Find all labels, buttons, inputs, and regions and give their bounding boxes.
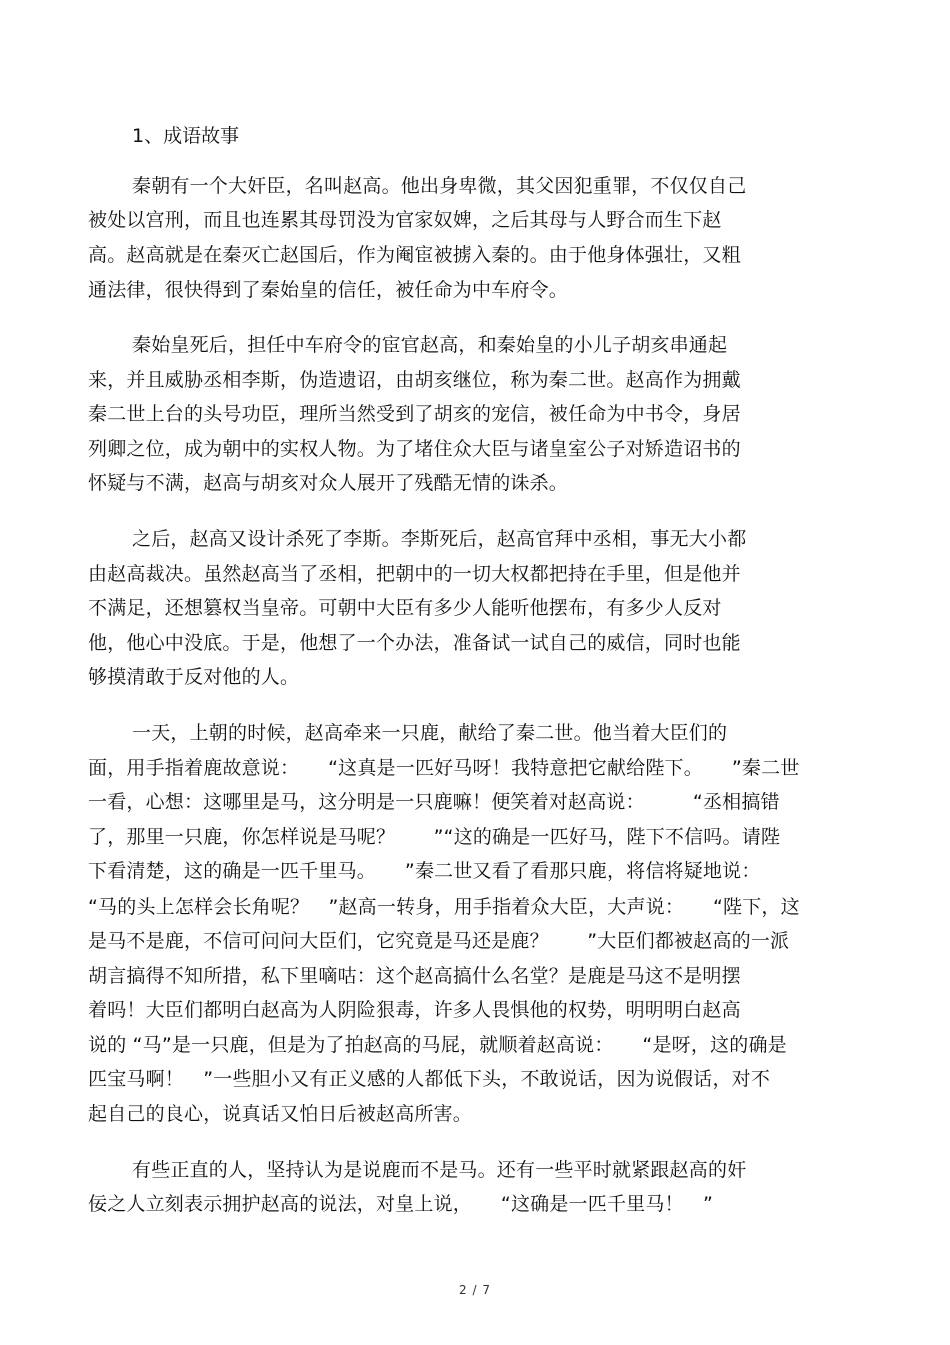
text-line: 通法律，很快得到了秦始皇的信任，被任命为中车府令。 <box>88 279 569 301</box>
text-line: 怀疑与不满，赵高与胡亥对众人展开了残酷无情的诛杀。 <box>88 472 569 494</box>
text-line: 秦朝有一个大奸臣，名叫赵高。他出身卑微，其父因犯重罪，不仅仅自己 <box>132 175 747 197</box>
text-line: 来，并且威胁丞相李斯，伪造遗诏，由胡亥继位，称为秦二世。赵高作为拥戴 <box>88 369 741 391</box>
text-line: 够摸清敢于反对他的人。 <box>88 666 300 688</box>
text-line: “马的头上怎样会长角呢？ ”赵高一转身，用手指着众大臣，大声说： “陛下，这 <box>88 896 800 918</box>
text-line: 一看，心想：这哪里是马，这分明是一只鹿嘛！便笑着对赵高说： “丞相搞错 <box>88 791 780 813</box>
text-line: 不满足，还想篡权当皇帝。可朝中大臣有多少人能听他摆布，有多少人反对 <box>88 597 722 619</box>
text-line: 着吗！大臣们都明白赵高为人阴险狠毒，许多人畏惧他的权势，明明明白赵高 <box>88 999 741 1021</box>
text-line: 面，用手指着鹿故意说： “这真是一匹好马呀！我特意把它献给陛下。 ”秦二世 <box>88 757 800 779</box>
text-line: 被处以宫刑，而且也连累其母罚没为官家奴婢，之后其母与人野合而生下赵 <box>88 209 722 231</box>
text-line: 一天，上朝的时候，赵高牵来一只鹿，献给了秦二世。他当着大臣们的 <box>132 722 728 744</box>
text-line: 有些正直的人，坚持认为是说鹿而不是马。还有一些平时就紧跟赵高的奸 <box>132 1159 747 1181</box>
text-line: 佞之人立刻表示拥护赵高的说法，对皇上说， “这确是一匹千里马！ ” <box>88 1193 713 1215</box>
text-line: 之后，赵高又设计杀死了李斯。李斯死后，赵高官拜中丞相，事无大小都 <box>132 528 747 550</box>
text-line: 起自己的良心，说真话又怕日后被赵高所害。 <box>88 1103 473 1125</box>
text-line: 是马不是鹿，不信可问问大臣们，它究竟是马还是鹿？ ”大臣们都被赵高的一派 <box>88 930 790 952</box>
page-number: 2 / 7 <box>459 1283 491 1297</box>
text-line: 说的 “马”是一只鹿，但是为了拍赵高的马屁，就顺着赵高说： “是呀，这的确是 <box>88 1034 787 1056</box>
text-line: 列卿之位，成为朝中的实权人物。为了堵住众大臣与诸皇室公子对矫造诏书的 <box>88 438 741 460</box>
text-line: 胡言搞得不知所措，私下里嘀咕：这个赵高搞什么名堂？是鹿是马这不是明摆 <box>88 965 741 987</box>
text-line: 秦二世上台的头号功臣，理所当然受到了胡亥的宠信，被任命为中书令，身居 <box>88 403 741 425</box>
text-line: 他，他心中没底。于是，他想了一个办法，准备试一试自己的威信，同时也能 <box>88 632 741 654</box>
text-line: 秦始皇死后，担任中车府令的宦官赵高，和秦始皇的小儿子胡亥串通起 <box>132 334 728 356</box>
text-line: 了，那里一只鹿，你怎样说是马呢？ ”“这的确是一匹好马，陛下不信吗。请陛 <box>88 826 781 848</box>
text-line: 高。赵高就是在秦灭亡赵国后，作为阉宦被掳入秦的。由于他身体强壮，又粗 <box>88 244 741 266</box>
text-line: 下看清楚，这的确是一匹千里马。 ”秦二世又看了看那只鹿，将信将疑地说： <box>88 860 761 882</box>
text-line: 由赵高裁决。虽然赵高当了丞相，把朝中的一切大权都把持在手里，但是他并 <box>88 563 741 585</box>
section-heading: 1、成语故事 <box>132 125 240 147</box>
text-line: 匹宝马啊！ ”一些胆小又有正义感的人都低下头，不敢说话，因为说假话，对不 <box>88 1068 771 1090</box>
